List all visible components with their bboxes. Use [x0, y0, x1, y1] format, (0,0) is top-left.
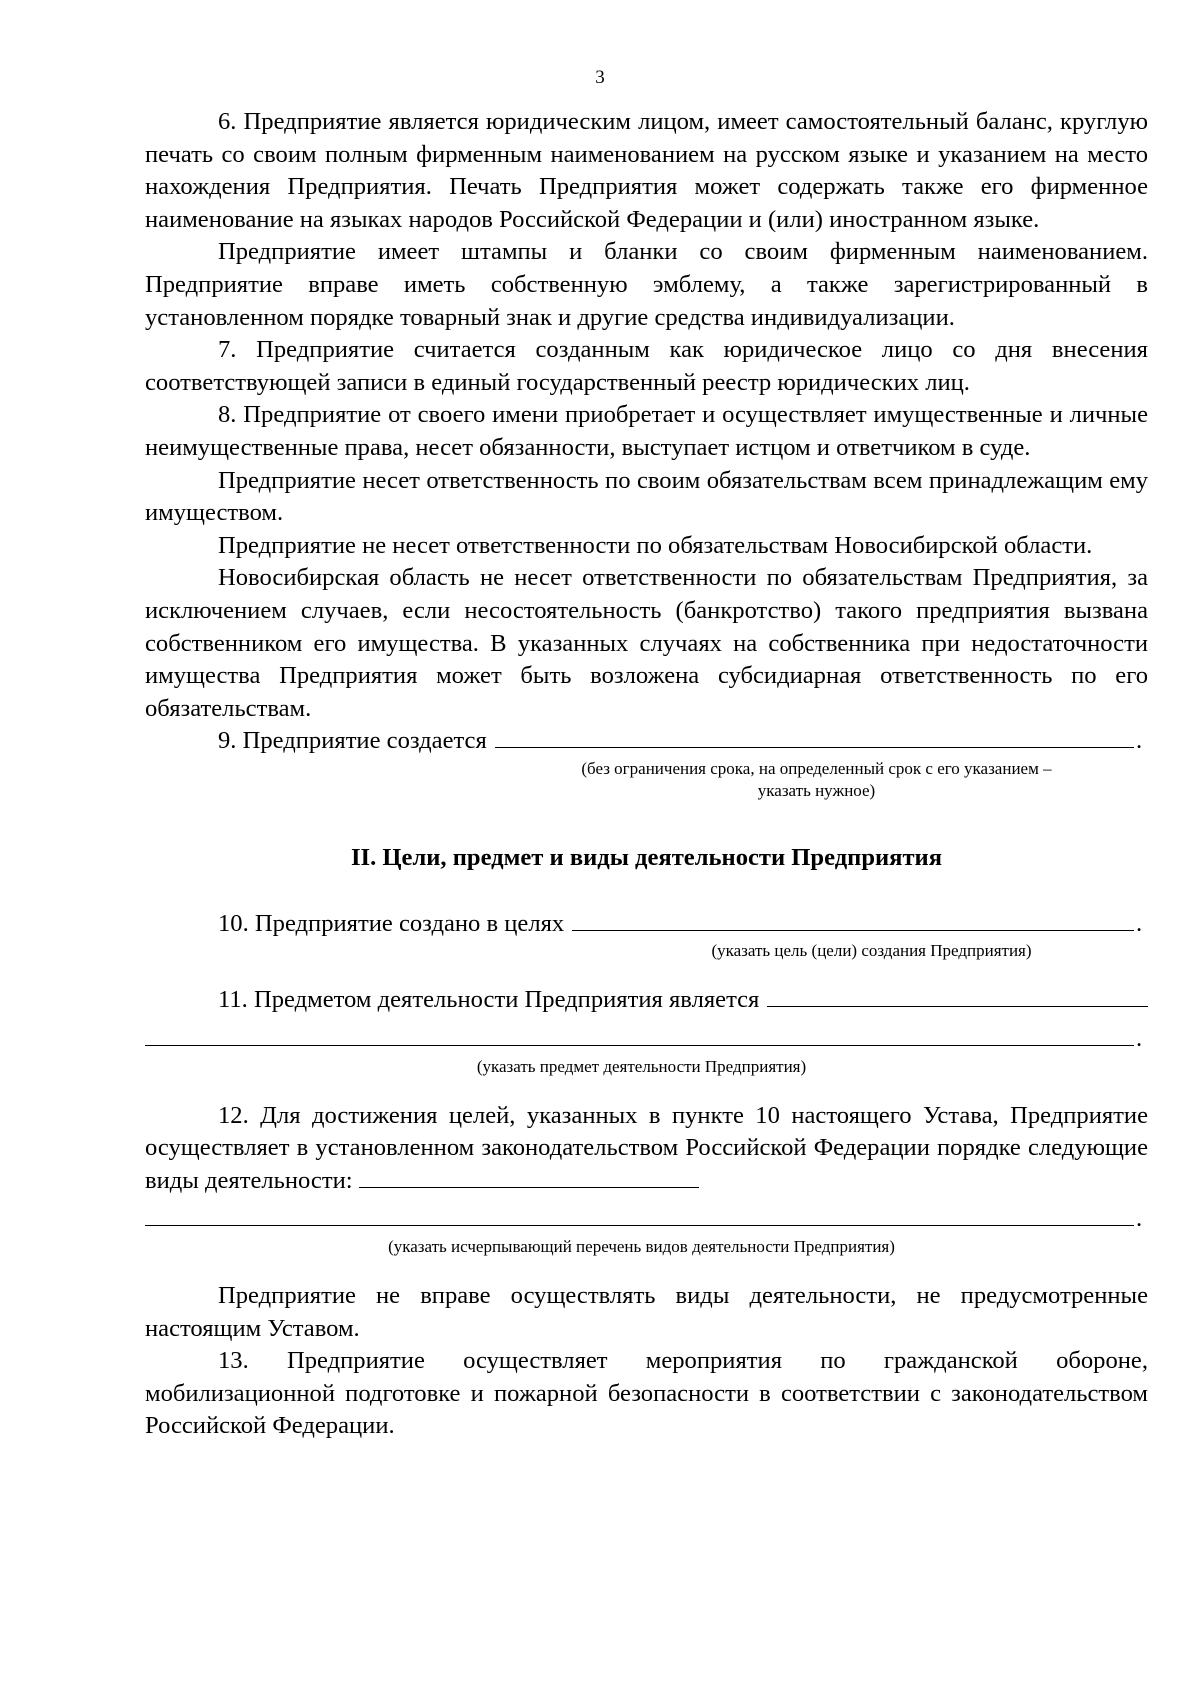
paragraph-13: 13. Предприятие осуществляет мероприятия по гражданской обороне, мобилизационной подготовке и пожарной безопасности в соответствии с законодательством Российской Федерации. — [145, 1347, 1148, 1440]
paragraph-10-row — [145, 908, 1148, 941]
paragraph-9-hint-line1: (без ограничения срока, на определенный срок с его указанием – — [581, 758, 1052, 778]
paragraph-11-row — [145, 984, 1148, 1017]
paragraph-12-row2 — [145, 1203, 1148, 1236]
paragraph-11-period: . — [1136, 1025, 1143, 1053]
paragraph-8: 8. Предприятие от своего имени приобретает и осуществляет имущественные и личные неимущественные права, несет обязанности, выступает истцом и ответчиком в суде. — [145, 401, 1148, 461]
paragraph-12-fill-line[interactable] — [359, 1167, 699, 1188]
page-number: 3 — [595, 67, 605, 88]
paragraph-12-fill-line-2[interactable] — [145, 1205, 1134, 1226]
paragraph-9-hint-line2: указать нужное) — [757, 780, 876, 800]
paragraph-12-restriction: Предприятие не вправе осуществлять виды деятельности, не предусмотренные настоящим Уставом. — [145, 1282, 1148, 1342]
paragraph-9-hint — [485, 758, 1148, 802]
paragraph-9-lead: 9. Предприятие создается — [218, 727, 487, 755]
paragraph-8-region-not-liable: Предприятие не несет ответственности по обязательствам Новосибирской области. — [218, 531, 1093, 559]
paragraph-12 — [145, 1100, 1148, 1198]
paragraph-8-liability: Предприятие несет ответственность по своим обязательствам всем принадлежащим ему имуществом. — [145, 466, 1148, 527]
paragraph-9-fill-line[interactable] — [495, 727, 1134, 748]
paragraph-12-period: . — [1136, 1205, 1143, 1233]
paragraph-6-stamps: Предприятие имеет штампы и бланки со своим фирменным наименованием. Предприятие вправе иметь собственную эмблему, а также зарегистрированный в установленном порядке товарный знак и другие средства индивидуализации. — [145, 238, 1148, 331]
paragraph-11-lead: 11. Предметом деятельности Предприятия является — [218, 986, 760, 1014]
paragraph-8-region: Новосибирская область не несет ответственности по обязательствам Предприятия, за исключением случаев, если несостоятельность (банкротство) такого предприятия вызвана собственником его имущества. В указанных случаях на собственника при недостаточности имущества Предприятия может быть возложена субсидиарная ответственность по его обязательствам. — [145, 564, 1148, 722]
paragraph-10-fill-line[interactable] — [572, 910, 1134, 931]
document-body — [145, 106, 1148, 1443]
paragraph-12-text: 12. Для достижения целей, указанных в пункте 10 настоящего Устава, Предприятие осуществляет в установленном законодательством Российской Федерации порядке следующие виды деятельности: — [145, 1101, 1148, 1194]
paragraph-7: 7. Предприятие считается созданным как юридическое лицо со дня внесения соответствующей записи в единый государственный реестр юридических лиц. — [145, 336, 1148, 396]
section-heading: II. Цели, предмет и виды деятельности Предприятия — [350, 843, 943, 871]
paragraph-11-row2 — [145, 1023, 1148, 1056]
paragraph-10-period: . — [1136, 909, 1143, 937]
paragraph-9-period: . — [1136, 727, 1143, 755]
paragraph-12-hint: (указать исчерпывающий перечень видов деятельности Предприятия) — [388, 1237, 895, 1257]
paragraph-11-fill-line[interactable] — [767, 986, 1148, 1007]
paragraph-9-row — [145, 725, 1148, 758]
paragraph-10-lead: 10. Предприятие создано в целях — [218, 909, 565, 937]
paragraph-11-hint: (указать предмет деятельности Предприятия) — [476, 1056, 807, 1076]
paragraph-6: 6. Предприятие является юридическим лицом, имеет самостоятельный баланс, круглую печать со своим полным фирменным наименованием на русском языке и указанием на место нахождения Предприятия. Печать Предприятия может содержать также его фирменное наименование на языках народов Российской Федерации и (или) иностранном языке. — [145, 108, 1148, 233]
paragraph-10-hint: (указать цель (цели) создания Предприятия) — [711, 941, 1032, 961]
paragraph-11-fill-line-2[interactable] — [145, 1025, 1134, 1046]
